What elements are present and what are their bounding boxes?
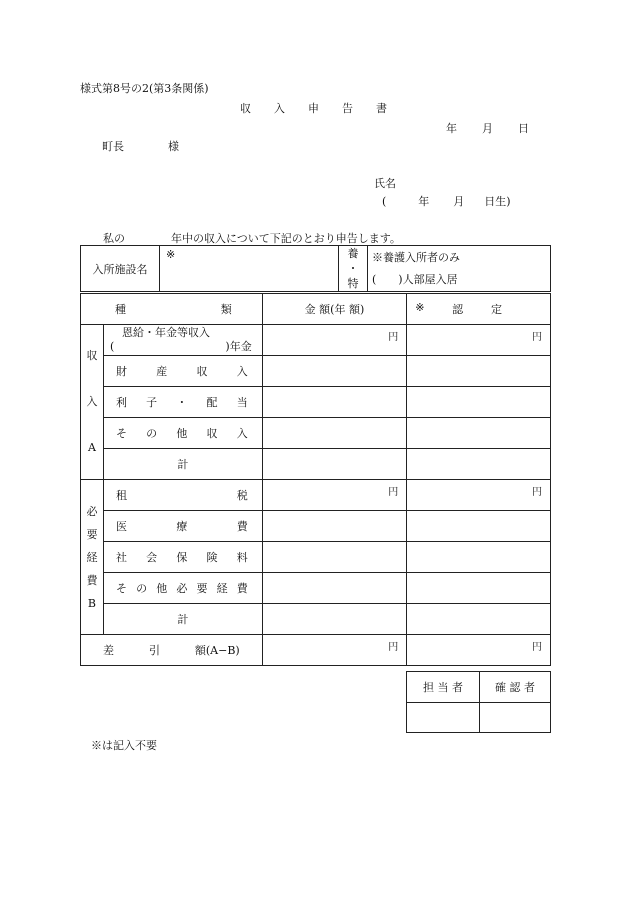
addressee-honorific: 様 [168,140,179,153]
other-income-label: そ の 他 収 入 [103,418,262,449]
yen-unit: 円 [532,487,542,498]
interest-amount-field[interactable] [262,387,406,418]
yen-unit: 円 [532,642,542,653]
date-day: 日 [518,122,529,135]
birth-open-paren: ( [382,195,387,208]
birth-year: 年 [418,195,430,208]
room-note-cell[interactable] [368,246,551,292]
staff-seal-field[interactable] [407,703,480,733]
declaration-line [103,230,401,246]
yen-unit: 円 [388,487,399,498]
table-row [81,418,551,449]
title-char: 書 [376,102,387,115]
amount-header: 金 額(年 額) [262,294,406,325]
interest-certify-field[interactable] [407,387,551,418]
property-certify-field[interactable] [407,356,551,387]
addressee-town: 町長 [102,140,124,153]
table-row [81,573,551,604]
title-char: 申 [308,102,319,115]
document-title [240,100,410,116]
facility-type-char: ・ [347,262,359,275]
facility-label: 入所施設名 [81,246,160,292]
interest-dividend-label: 利 子 ・ 配 当 [103,387,262,418]
social-insurance-certify-field[interactable] [407,542,551,573]
income-total-certify-field[interactable] [407,449,551,480]
birth-date-line [382,193,511,209]
table-row [81,387,551,418]
income-table [80,293,551,666]
pension-certify-field[interactable] [407,325,551,356]
table-row [81,511,551,542]
facility-table [80,245,551,292]
declaration-text: 年中の収入について下記のとおり申告します。 [171,232,401,245]
certify-header: ※ 認 定 [407,294,551,325]
social-insurance-amount-field[interactable] [262,542,406,573]
facility-name-field[interactable] [160,246,339,292]
property-income-label: 財 産 収 入 [103,356,262,387]
yen-unit: 円 [388,642,399,653]
tax-certify-field[interactable] [407,480,551,511]
table-row [81,635,551,666]
other-expense-label: そ の 他 必 要 経 費 [103,573,262,604]
tax-label: 租 税 [103,480,262,511]
date-line [446,120,529,136]
expense-side-label: 必 要 経 費 B [81,480,104,635]
table-row [81,604,551,635]
yen-unit: 円 [532,332,542,343]
other-income-certify-field[interactable] [407,418,551,449]
footnote: ※は記入不要 [91,739,157,752]
expense-total-label: 計 [103,604,262,635]
yen-unit: 円 [388,332,399,343]
expense-total-amount-field[interactable] [262,604,406,635]
confirm-seal-field[interactable] [480,703,551,733]
kind-header: 種 類 [81,294,263,325]
title-char: 入 [274,102,285,115]
required-mark: ※ [166,248,176,261]
table-row [81,542,551,573]
staff-label: 担 当 者 [407,672,480,703]
income-side-label: 収 入 A [81,325,104,480]
name-label: 氏名 [374,177,396,190]
facility-type-char: 養 [347,247,359,260]
room-note-line2: ( )人部屋入居 [372,273,458,286]
room-note-line1: ※養護入所者のみ [372,251,460,264]
difference-certify-field[interactable] [407,635,551,666]
table-row [81,356,551,387]
title-char: 収 [240,102,251,115]
expense-total-certify-field[interactable] [407,604,551,635]
date-year: 年 [446,122,457,135]
table-header-row [81,294,551,325]
difference-amount-field[interactable] [262,635,406,666]
facility-type-cell [339,246,368,292]
other-expense-amount-field[interactable] [262,573,406,604]
title-char: 告 [342,102,353,115]
birth-month: 月 [453,195,465,208]
difference-label: 差 引 額(A−B) [81,635,263,666]
pension-income-label: 恩給・年金等収入 ( )年金 [103,325,262,356]
medical-label: 医 療 費 [103,511,262,542]
date-month: 月 [482,122,493,135]
tax-amount-field[interactable] [262,480,406,511]
birth-day: 日生) [484,195,511,208]
property-amount-field[interactable] [262,356,406,387]
pension-amount-field[interactable] [262,325,406,356]
facility-type-char: 特 [347,277,359,290]
form-number: 様式第8号の2(第3条関係) [80,82,209,95]
other-expense-certify-field[interactable] [407,573,551,604]
medical-certify-field[interactable] [407,511,551,542]
table-row [81,325,551,356]
addressee [102,138,179,154]
confirm-label: 確 認 者 [480,672,551,703]
income-total-amount-field[interactable] [262,449,406,480]
social-insurance-label: 社 会 保 険 料 [103,542,262,573]
income-total-label: 計 [103,449,262,480]
other-income-amount-field[interactable] [262,418,406,449]
medical-amount-field[interactable] [262,511,406,542]
table-row [81,449,551,480]
table-row [81,480,551,511]
declaration-prefix: 私の [103,232,125,245]
stamp-table [406,671,551,733]
